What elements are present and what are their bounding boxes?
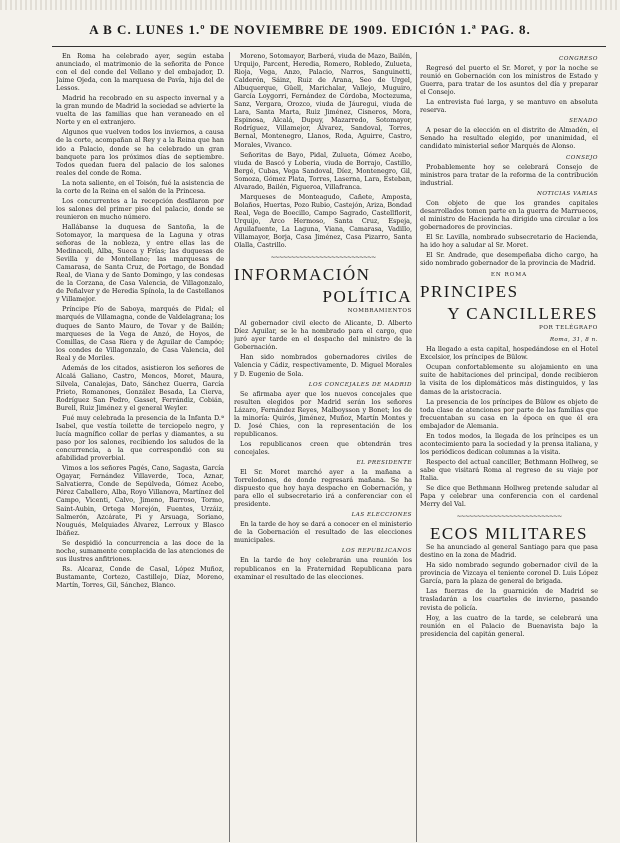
paragraph: Vimos a los señores Pagés, Cano, Sagasta, García Ogayar, Fernández Villaverde, Toca, Aznar, Salvatierra, Conde de Sepúlveda, Gómez Acebo, Pérez Caballero, Alba, Royo Villanova, Martínez del Campo, Vicenti, Calvo, Jimeno, Barroso, Tormo, Saint-Aubin, Ortega Morejón, Fuentes, Urzáiz, Salmerón, Azcárate, Pi y Arsuaga, Soriano, Nougués, Melquiades Álvarez, Lerroux y Blasco Ibáñez. (56, 464, 224, 537)
section-subtitle: POR TELÉGRAFO (539, 325, 598, 332)
paragraph: Al gobernador civil electo de Alicante, D. Alberto Díez Aguilar, se le ha nombrado para el cargo, que juró ayer tarde en el despacho del ministro de la Gobernación. (234, 319, 412, 352)
section-heading: SENADO (569, 118, 598, 125)
paragraph: Hallábanse la duquesa de Santoña, la de Sotomayor, la marquesa de la Laguna y otras señoras de la nobleza, y entre ellas las de Medinaceli, Alba, Sueca y Frías; las duquesas de Sevilla y de Montellano; las marquesas de Camarasa, de Santa Cruz, de Portago, de Bondad Real, de Viana y de Santo Domingo, y las condesas de la Corzana, de Casa Valencia, de Villagonzalo, de Peñalver y de Heredia Spínola, la de Castellanos y Villamejor. (56, 222, 224, 304)
section-heading: CONGRESO (559, 56, 598, 62)
paragraph: Señoritas de Bayo, Pidal, Zulueta, Gómez Acebo, viuda de Bascó y Loberia, viuda de Borrajo, Castillo, Bergé, Cubas, Vega Sandoval, Díez, Montenegro, Gil, Somoza, Gómez Plata, Torres, Laserna, Lara, Esteban, Alvarado, Bailén, Figueroa, Villafranca. (234, 150, 412, 191)
paragraph: Probablemente hoy se celebrará Consejo de ministros para tratar de la reforma de la contribución industrial. (420, 162, 598, 187)
paragraph: En Roma ha celebrado ayer, según estaba anunciado, el matrimonio de la señorita de Ponce con el del conde del Vellano y del embajador, D. Jaime Ojeda, con la marquesa de Pavía, hija del de Lessos. (56, 52, 224, 93)
paragraph: Ocupan confortablemente su alojamiento en una suite de habitaciones del principal, donde recibieron la visita de los diplomáticos más distinguidos, y las damas de la aristocracia. (420, 363, 598, 396)
paragraph: Los concurrentes a la recepción desfilaron por los salones del primer piso del palacio, donde se reunieron en mucho número. (56, 196, 224, 221)
paragraph: Se ha anunciado al general Santiago para que pasa destino en la zona de Madrid. (420, 543, 598, 560)
section-title-politica: POLÍTICA (322, 287, 412, 307)
section-heading: EL PRESIDENTE (356, 459, 412, 466)
section-heading: CONSEJO (565, 154, 598, 161)
paragraph: A pesar de la elección en el distrito de Almadén, el Senado ha resultado elegido, por unanimidad, el candidato ministerial señor Marqués de Alonso. (420, 126, 598, 151)
column-right (420, 52, 598, 842)
section-heading: LOS CONCEJALES DE MADRID (308, 381, 412, 388)
section-heading: LAS ELECCIONES (351, 512, 412, 519)
paragraph: En la tarde de hoy se dará a conocer en el ministerio de la Gobernación el resultado de las elecciones municipales. (234, 520, 412, 545)
paragraph: Regresó del puerto el Sr. Moret, y por la noche se reunió en Gobernación con los ministros de Estado y Guerra, para tratar de los asuntos del día y preparar el Consejo. (420, 64, 598, 97)
paragraph: Se afirmaba ayer que los nuevos concejales que resulten elegidos por Madrid serán los señores Lázaro, Fernández Reyes, Malboysson y Bonet; los de la minoría: Quirós, Jiménez, Muñoz, Martín Montes y D. José Chies, con la representación de los republicanos. (234, 389, 412, 438)
column-left (56, 52, 224, 842)
section-title-cancilleres: Y CANCILLERES (447, 304, 598, 324)
ornament-divider: ~~~~~~~~~~~~~~~~~~~~~~~~~~ (270, 254, 376, 262)
dateline: Roma, 31, 8 n. (549, 337, 598, 344)
paragraph: La presencia de los príncipes de Bülow es objeto de toda clase de atenciones por parte de las familias que frecuentaban su casa en la época en que él era embajador de Alemania. (420, 397, 598, 430)
paragraph: Se dice que Bethmann Hollweg pretende saludar al Papa y celebrar una conferencia con el cardenal Merry del Val. (420, 484, 598, 509)
paragraph: En todos modos, la llegada de los príncipes es un acontecimiento para la sociedad y la prensa italiana, y los periódicos dedican columnas a la visita. (420, 431, 598, 456)
paragraph: La entrevista fué larga, y se mantuvo en absoluta reserva. (420, 98, 598, 115)
column-divider (416, 52, 417, 842)
paragraph: Marqueses de Monteagudo, Cañete, Amposta, Bolaños, Huertas, Pozo Rubio, Castejón, Ariza, Bondad Real, Vega de Boecillo, Campo Sagrado, Castellflorit, Urquijo, Arco Hermoso, Santa Cruz, Espeja, Aguilafuente, La Laguna, Viana, Camarasa, Vadillo, Villamayor, Borja, Casa Jiménez, Casa Pizarro, Santa Olalla, Castrillo. (234, 192, 412, 250)
section-title-informacion: INFORMACIÓN (234, 265, 371, 285)
paragraph: Respecto del actual canciller, Bethmann Hollweg, se sabe que visitará Roma al regreso de su viaje por Italia. (420, 457, 598, 482)
paragraph: Ha sido nombrado segundo gobernador civil de la provincia de Vizcaya el teniente coronel D. Luis López García, para la plaza de general de brigada. (420, 561, 598, 586)
section-heading: LOS REPUBLICANOS (341, 548, 412, 555)
paragraph: Han sido nombrados gobernadores civiles de Valencia y Cádiz, respectivamente, D. Miguel Morales y D. Eugenio de Sola. (234, 353, 412, 378)
section-heading-center: EN ROMA (490, 272, 528, 279)
section-heading: NOTICIAS VARIAS (536, 190, 598, 197)
paragraph: Se despidió la concurrencia a las doce de la noche, sumamente complacida de las atenciones de sus ilustres anfitriones. (56, 538, 224, 563)
paragraph: Moreno, Sotomayor, Barberá, viuda de Mazo, Bailén, Urquijo, Parcent, Heredia, Romero, Robledo, Zulueta, Rioja, Vega, Anzo, Palacio, Narros, Sanguinetti, Calderón, Sáinz, Ruiz de Arana, Seo de Urgel, Albuquerque, Güell, Marichalar, Vallejo, Muguiro, García Loygorri, Fernández de Córdoba, Moctezuma, Sanz, Vergara, Orozco, viuda de Jáuregui, viuda de Lara, Santa Marta, Ruiz Jiménez, Cisneros, Mora, Espinosa, Alcalá, Dupuy, Mazarredo, Sotomayor, Rodríguez, Villamejor, Álvarez, Sandoval, Torres, Bernal, Montenegro, Llanos, Roda, Aguirre, Castro, Morales, Vivanco. (234, 52, 412, 149)
paragraph: El Sr. Moret marchó ayer a la mañana a Torrelodones, de donde regresará mañana. Se ha dispuesto que hoy haya despacho en Gobernación, y para ello el subsecretario irá a conferenciar con el presidente. (234, 468, 412, 509)
column-middle (234, 52, 412, 842)
section-title-ecos-militares: ECOS MILITARES (429, 524, 588, 544)
paper-texture-strip (0, 0, 620, 10)
paragraph: Rs. Alcaraz, Conde de Casal, López Muñoz, Bustamante, Cortezo, Castillejo, Díaz, Moreno, Martín, Torres, Gil, Sánchez, Blanco. (56, 564, 224, 589)
paragraph: Las fuerzas de la guarnición de Madrid se trasladarán a los cuarteles de invierno, pasando revista de policía. (420, 587, 598, 612)
section-subtitle: NOMBRAMIENTOS (347, 308, 412, 315)
column-divider (229, 52, 230, 842)
paragraph: Ha llegado a esta capital, hospedándose en el Hotel Excelsior, los príncipes de Bülow. (420, 345, 598, 362)
paragraph: En la tarde de hoy celebrarán una reunión los republicanos en la Fraternidad Republicana para examinar el resultado de las elecciones. (234, 556, 412, 581)
paragraph: Además de los citados, asistieron los señores de Alcalá Galiano, Castro, Mencos, Moret, Maura, Silvela, Canalejas, Dato, Sánchez Guerra, García Prieto, Romanones, González Besada, La Cierva, Rodríguez San Pedro, Gasset, Ferrándiz, Cobián, Burell, Ruiz Jiménez y el general Weyler. (56, 363, 224, 412)
header-rule (52, 46, 606, 47)
paragraph: Fué muy celebrada la presencia de la Infanta D.ª Isabel, que vestía toilette de terciopelo negro, y lucía magnífico collar de perlas y diamantes, a su paso por los salones, recibiendo los saludos de la concurrencia, a la que correspondió con su afabilidad proverbial. (56, 414, 224, 463)
paragraph: Príncipe Pío de Saboya, marqués de Pidal; el marqués de Villamagna, conde de Valdelagrana; los duques de Santo Mauro, de Tovar y de Bailén; marqueses de la Vega de Anzó, de Hoyos, de Comillas, de Casa Riera y de Aguilar de Campóo; los condes de Villagonzalo, de Casa Valencia, del Real y de Moriles. (56, 305, 224, 362)
paragraph: El Sr. Lavilla, nombrado subsecretario de Hacienda, ha ido hoy a saludar al Sr. Moret. (420, 232, 598, 249)
paragraph: La nota saliente, en el Toisón, fué la asistencia de la corte de la Reina en el salón de la Princesa. (56, 178, 224, 195)
paragraph: Madrid ha recobrado en su aspecto invernal y a la gran mundo de Madrid la sociedad se advierte la vuelta de las familias que han veraneado en el Norte y en el extranjero. (56, 94, 224, 127)
paragraph: Algunos que vuelven todos los inviernos, a causa de la corte, acompañan al Rey y a la Reina que han ido a Palacio, donde se ha celebrado un gran banquete para los próximos días de septiembre. Todos quedan fuera del palacio de los salones reales del conde de Roma. (56, 128, 224, 177)
paragraph: Con objeto de que los grandes capitales desarrollados tomen parte en la guerra de Marruecos, el ministro de Hacienda ha dirigido una circular a los gobernadores de provincias. (420, 198, 598, 231)
ornament-divider: ~~~~~~~~~~~~~~~~~~~~~~~~~~ (456, 513, 562, 521)
paragraph: Hoy, a las cuatro de la tarde, se celebrará una reunión en el Palacio de Buenavista bajo la presidencia del capitán general. (420, 613, 598, 638)
paragraph: Los republicanos creen que obtendrán tres concejales. (234, 439, 412, 456)
section-title-principes: PRINCIPES (420, 282, 519, 302)
page-header: A B C. LUNES 1.º DE NOVIEMBRE DE 1909. EDICIÓN 1.ª PAG. 8. (89, 22, 531, 37)
paragraph: El Sr. Andrade, que desempeñaba dicho cargo, ha sido nombrado gobernador de la provincia de Madrid. (420, 251, 598, 268)
